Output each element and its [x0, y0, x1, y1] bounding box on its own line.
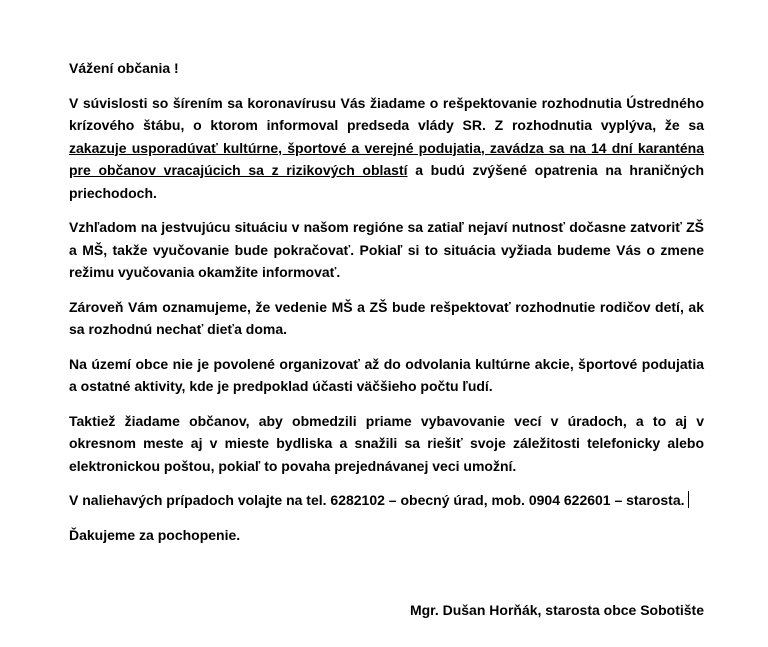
paragraph-events: Na území obce nie je povolené organizovať až do odvolania kultúrne akcie, športové podujatia a ostatné aktivity, kde je predpoklad účasti väčšieho počtu ľudí.	[69, 355, 704, 394]
paragraph-schools: Vzhľadom na jestvujúcu situáciu v našom regióne sa zatiaľ nejaví nutnosť dočasne zatvoriť ZŠ a MŠ, takže vyučovanie bude pokračovať. Pokiaľ si to situácia vyžiada budeme Vás o zmene režimu vyučovania okamžite informovať.	[69, 219, 704, 280]
text-cursor	[688, 491, 689, 508]
signature: Mgr. Dušan Horňák, starosta obce Sobotište	[409, 602, 704, 618]
underlined-measures: zakazuje usporadúvať kultúrne, športové a verejné podujatia, zavádza sa na 14 dní karanténa pre občanov vracajúcich sa z rizikových oblastí	[69, 139, 704, 178]
contacts-text: V naliehavých prípadoch volajte na tel. 6282102 – obecný úrad, mob. 0904 622601 – starosta.	[69, 492, 685, 508]
paragraph-1-end: a budú zvýšené opatrenia na hraničných priechodoch.	[69, 162, 705, 201]
paragraph-covid-measures	[69, 92, 704, 205]
greeting: Vážení občania !	[69, 60, 179, 76]
document-body	[69, 57, 704, 558]
paragraph-parents: Zároveň Vám oznamujeme, že vedenie MŠ a ZŠ bude rešpektovať rozhodnutie rodičov detí, ak sa rozhodnú nechať dieťa doma.	[69, 298, 704, 337]
paragraph-1-intro: V súvislosti so šírením sa koronavírusu Vás žiadame o rešpektovanie rozhodnutia Ústredného krízového štábu, o ktorom informoval predseda vlády SR. Z rozhodnutia vyplýva, že sa	[69, 94, 704, 133]
paragraph-contacts	[69, 489, 704, 512]
thanks-line: Ďakujeme za pochopenie.	[69, 526, 241, 543]
paragraph-offices: Taktiež žiadame občanov, aby obmedzili priame vybavovanie vecí v úradoch, a to aj v okresnom meste aj v mieste bydliska a snažili sa riešiť svoje záležitosti telefonicky alebo elektronickou poštou, pokiaľ to povaha prejednávanej veci umožní.	[69, 412, 704, 474]
